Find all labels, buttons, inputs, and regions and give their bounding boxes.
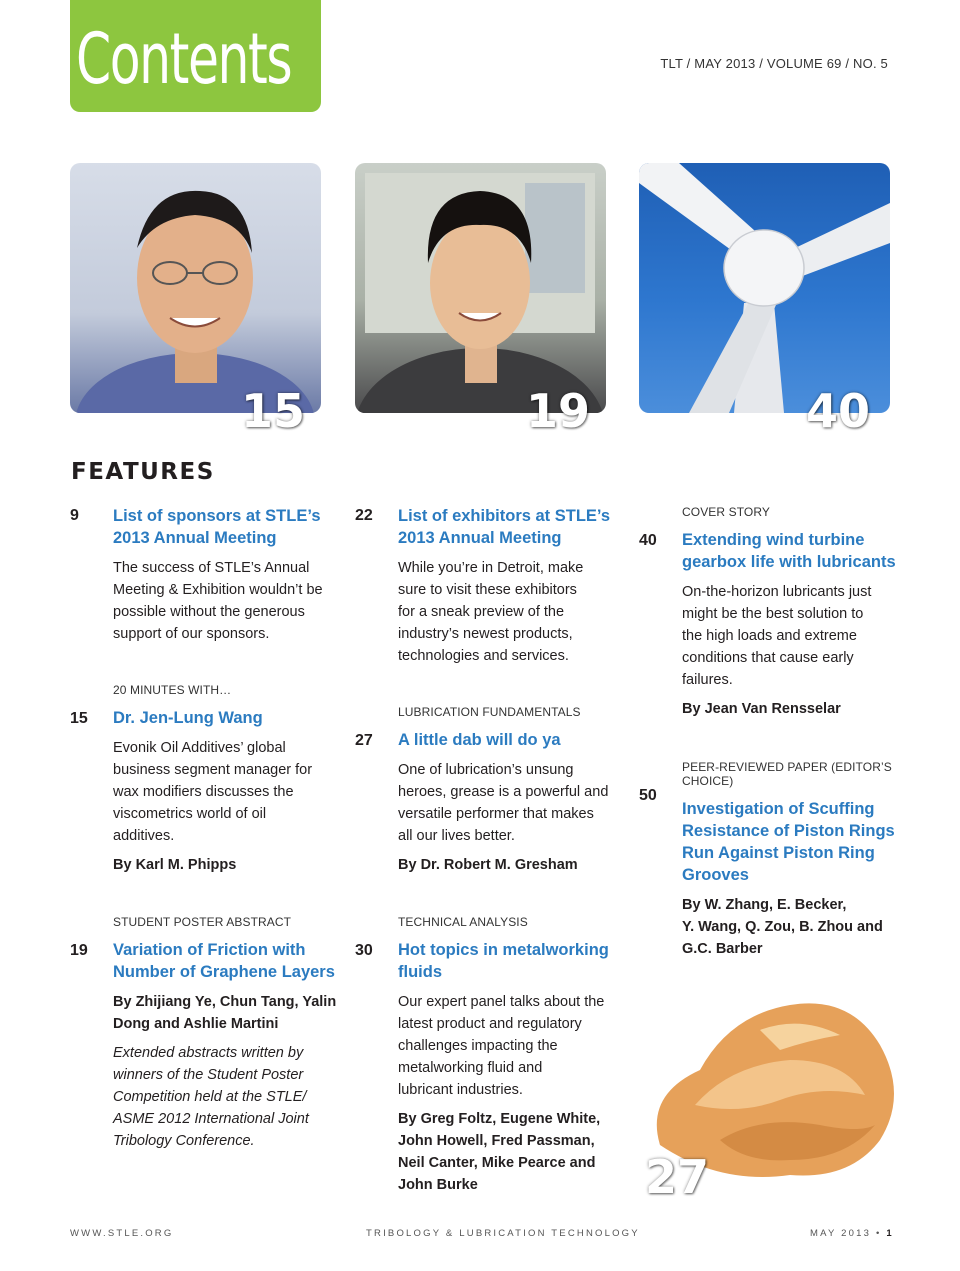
entry-page-number: 15 — [70, 710, 88, 727]
body-line: possible without the generous — [113, 604, 305, 620]
entry-note — [113, 1042, 338, 1152]
note-line: Extended abstracts written by — [113, 1045, 304, 1061]
entry-kicker: 20 MINUTES WITH… — [113, 683, 232, 697]
byline-line: Neil Canter, Mike Pearce and — [398, 1155, 596, 1171]
entry-page-number: 40 — [639, 532, 657, 549]
note-line: Tribology Conference. — [113, 1133, 255, 1149]
entry-headline[interactable] — [682, 529, 907, 573]
headline-line[interactable]: Hot topics in metalworking — [398, 941, 609, 959]
footer-separator: • — [875, 1228, 882, 1239]
wind-turbine-illustration — [639, 163, 890, 413]
footer-date-page — [810, 1228, 894, 1239]
entry-exhibitors — [355, 505, 623, 674]
entry-byline — [682, 894, 922, 960]
body-line: On-the-horizon lubricants just — [682, 584, 872, 600]
entry-description — [682, 581, 907, 691]
body-line: wax modifiers discusses the — [113, 784, 294, 800]
body-line: One of lubrication’s unsung — [398, 762, 574, 778]
headline-line[interactable]: List of sponsors at STLE’s — [113, 507, 321, 525]
body-line: heroes, grease is a powerful and — [398, 784, 609, 800]
headline-line[interactable]: Run Against Piston Ring — [682, 844, 875, 862]
entry-headline[interactable] — [398, 939, 623, 983]
entry-page-number: 22 — [355, 507, 373, 524]
body-line: viscometrics world of oil — [113, 806, 267, 822]
footer-date: MAY 2013 — [810, 1228, 872, 1239]
headline-line[interactable]: A little dab will do ya — [398, 731, 561, 749]
body-line: all our lives better. — [398, 828, 515, 844]
body-line: for a sneak preview of the — [398, 604, 565, 620]
body-line: failures. — [682, 672, 733, 688]
byline-line: John Howell, Fred Passman, — [398, 1133, 595, 1149]
headline-line[interactable]: fluids — [398, 963, 442, 981]
entry-description — [113, 557, 338, 645]
byline-line: Y. Wang, Q. Zou, B. Zhou and — [682, 919, 883, 935]
headline-line[interactable]: Investigation of Scuffing — [682, 800, 875, 818]
entry-byline: By Jean Van Rensselar — [682, 701, 841, 717]
byline-line: By W. Zhang, E. Becker, — [682, 897, 847, 913]
entry-description — [113, 737, 338, 847]
entry-description — [398, 759, 623, 847]
byline-line: G.C. Barber — [682, 941, 763, 957]
byline-line: Dong and Ashlie Martini — [113, 1016, 279, 1032]
photo-page-number: 40 — [806, 384, 871, 438]
photo-jen-lung-wang — [70, 163, 321, 413]
headline-line[interactable]: List of exhibitors at STLE’s — [398, 507, 611, 525]
body-line: Our expert panel talks about the — [398, 994, 605, 1010]
entry-headline[interactable] — [113, 707, 338, 729]
footer-publication: TRIBOLOGY & LUBRICATION TECHNOLOGY — [366, 1228, 640, 1239]
body-line: additives. — [113, 828, 175, 844]
entry-kicker: LUBRICATION FUNDAMENTALS — [398, 705, 581, 719]
body-line: Evonik Oil Additives’ global — [113, 740, 286, 756]
photo-zhijiang-ye — [355, 163, 606, 413]
entry-poster — [70, 915, 338, 1152]
features-heading: FEATURES — [71, 459, 215, 485]
entry-cover-story — [639, 505, 907, 720]
photo-page-number: 19 — [526, 384, 591, 438]
photo-page-number: 15 — [241, 384, 306, 438]
headline-line[interactable]: Variation of Friction with — [113, 941, 306, 959]
body-line: metalworking fluid and — [398, 1060, 543, 1076]
body-line: latest product and regulatory — [398, 1016, 582, 1032]
body-line: versatile performer that makes — [398, 806, 594, 822]
entry-page-number: 9 — [70, 507, 79, 524]
headline-line[interactable]: Grooves — [682, 866, 749, 884]
byline-line: By Greg Foltz, Eugene White, — [398, 1111, 601, 1127]
body-line: sure to visit these exhibitors — [398, 582, 577, 598]
headline-line[interactable]: Resistance of Piston Rings — [682, 822, 895, 840]
page-number: 1 — [886, 1228, 894, 1239]
body-line: Meeting & Exhibition wouldn’t be — [113, 582, 323, 598]
entry-headline[interactable] — [682, 798, 922, 886]
entry-page-number: 27 — [355, 732, 373, 749]
issue-info: TLT / MAY 2013 / VOLUME 69 / NO. 5 — [660, 56, 888, 71]
body-line: industry’s newest products, — [398, 626, 573, 642]
entry-wang — [70, 683, 338, 876]
entry-scuffing — [639, 760, 922, 960]
body-line: might be the best solution to — [682, 606, 864, 622]
entry-kicker: PEER-REVIEWED PAPER (EDITOR’S CHOICE) — [682, 760, 892, 788]
headline-line[interactable]: Extending wind turbine — [682, 531, 865, 549]
entry-grease — [355, 705, 623, 876]
byline-line: John Burke — [398, 1177, 478, 1193]
entry-byline: By Karl M. Phipps — [113, 857, 237, 873]
body-line: While you’re in Detroit, make — [398, 560, 584, 576]
headline-line[interactable]: gearbox life with lubricants — [682, 553, 896, 571]
entry-page-number: 30 — [355, 942, 373, 959]
image-page-number: 27 — [645, 1150, 710, 1204]
entry-byline — [113, 991, 338, 1035]
entry-byline — [398, 1108, 623, 1196]
body-line: lubricant industries. — [398, 1082, 523, 1098]
entry-description — [398, 991, 623, 1101]
headline-line[interactable]: 2013 Annual Meeting — [113, 529, 277, 547]
entry-kicker: STUDENT POSTER ABSTRACT — [113, 915, 292, 929]
photo-wind-turbine — [639, 163, 890, 413]
entry-description — [398, 557, 623, 667]
entry-headline[interactable] — [113, 505, 338, 549]
body-line: conditions that cause early — [682, 650, 854, 666]
body-line: The success of STLE’s Annual — [113, 560, 310, 576]
entry-headline[interactable] — [398, 729, 623, 751]
entry-kicker: TECHNICAL ANALYSIS — [398, 915, 528, 929]
entry-byline: By Dr. Robert M. Gresham — [398, 857, 578, 873]
note-line: ASME 2012 International Joint — [113, 1111, 309, 1127]
entry-kicker: COVER STORY — [682, 505, 771, 519]
byline-line: By Zhijiang Ye, Chun Tang, Yalin — [113, 994, 337, 1010]
entry-sponsors — [70, 505, 338, 652]
body-line: business segment manager for — [113, 762, 313, 778]
portrait-illustration — [70, 163, 321, 413]
headline-line[interactable]: 2013 Annual Meeting — [398, 529, 562, 547]
body-line: the high loads and extreme — [682, 628, 857, 644]
entry-headline[interactable] — [398, 505, 623, 549]
headline-line[interactable]: Dr. Jen-Lung Wang — [113, 709, 263, 727]
body-line: support of our sponsors. — [113, 626, 270, 642]
page-title: Contents — [76, 18, 292, 100]
body-line: technologies and services. — [398, 648, 569, 664]
entry-page-number: 50 — [639, 787, 657, 804]
entry-page-number: 19 — [70, 942, 88, 959]
headline-line[interactable]: Number of Graphene Layers — [113, 963, 335, 981]
footer-website[interactable]: WWW.STLE.ORG — [70, 1228, 174, 1239]
note-line: Competition held at the STLE/ — [113, 1089, 307, 1105]
entry-headline[interactable] — [113, 939, 338, 983]
portrait-illustration — [355, 163, 606, 413]
body-line: challenges impacting the — [398, 1038, 558, 1054]
note-line: winners of the Student Poster — [113, 1067, 304, 1083]
entry-metalworking — [355, 915, 623, 1196]
